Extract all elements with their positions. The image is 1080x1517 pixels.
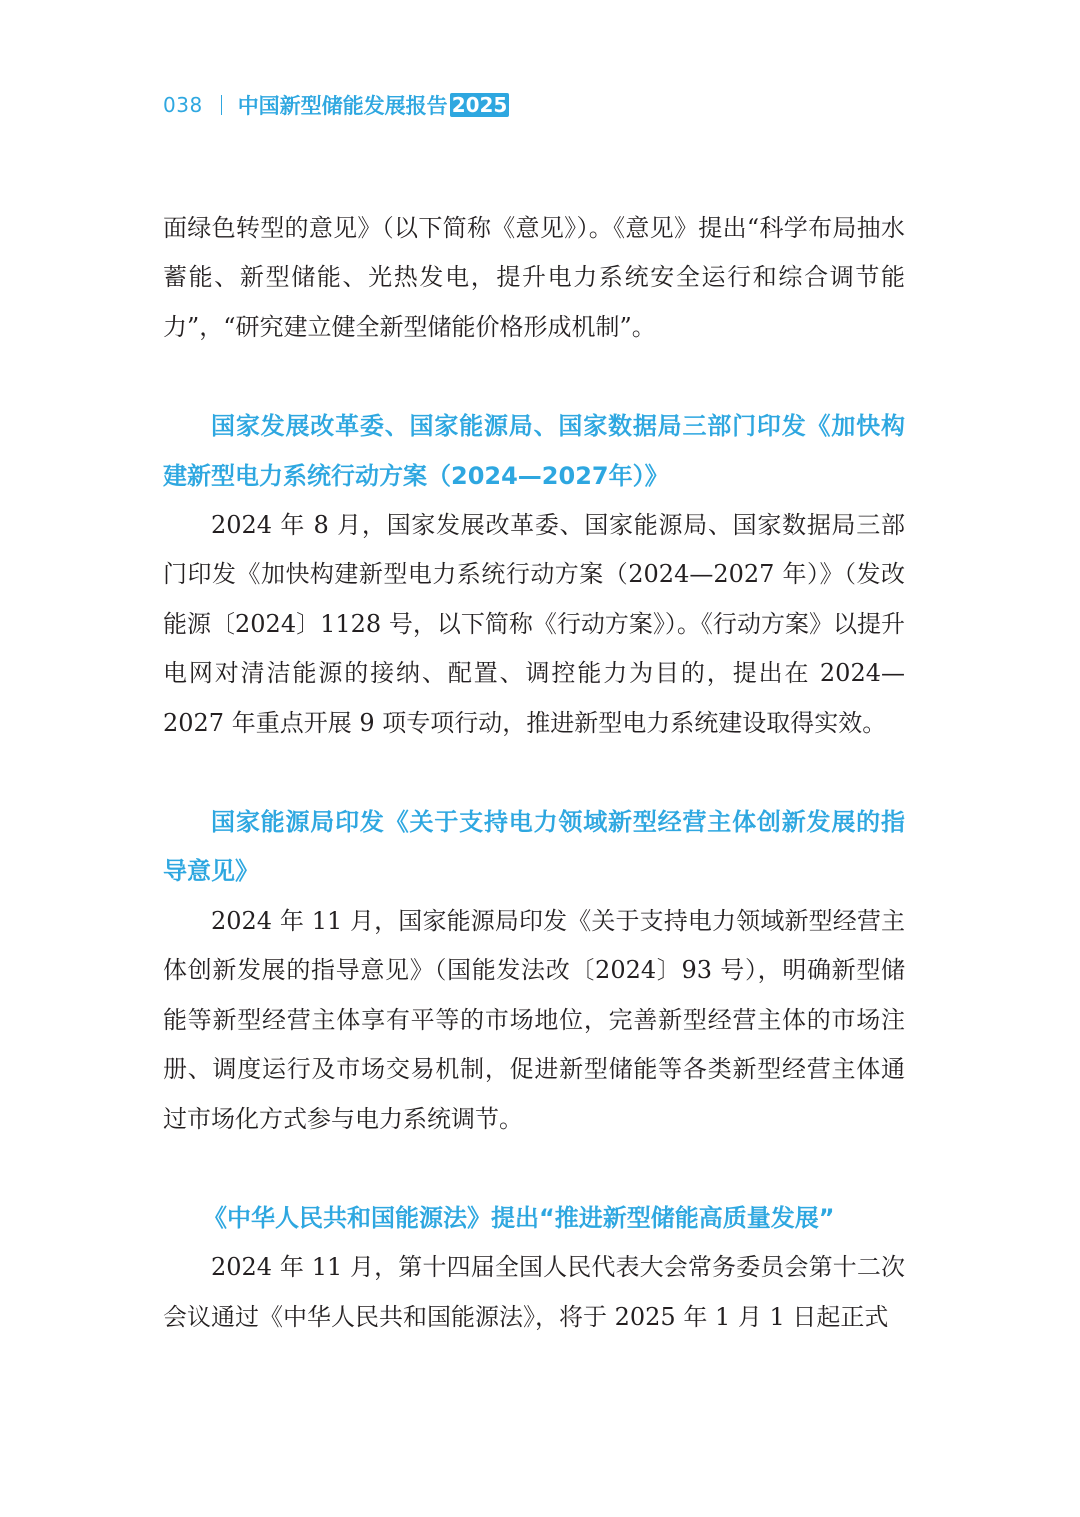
- paragraph-continued: 面绿色转型的意见》（以下简称《意见》）。《意见》提出“科学布局抽水蓄能、新型储能、光热发电，提升电力系统安全运行和综合调节能力”，“研究建立健全新型储能价格形成机制”。: [163, 214, 905, 341]
- running-header: [163, 88, 509, 122]
- section-heading-guidance-opinion: 国家能源局印发《关于支持电力领域新型经营主体创新发展的指导意见》: [163, 808, 905, 886]
- report-year-badge: 2025: [451, 93, 508, 117]
- header-divider: [221, 95, 222, 115]
- section-heading-energy-law: 《中华人民共和国能源法》提出“推进新型储能高质量发展”: [203, 1203, 835, 1232]
- page-number: 038: [163, 93, 203, 117]
- section-heading-action-plan: 国家发展改革委、国家能源局、国家数据局三部门印发《加快构建新型电力系统行动方案（2024—2027年）》: [163, 412, 905, 490]
- report-title: 中国新型储能发展报告: [237, 94, 448, 118]
- paragraph-action-plan: 2024 年 8 月，国家发展改革委、国家能源局、国家数据局三部门印发《加快构建新型电力系统行动方案（2024—2027 年）》（发改能源〔2024〕1128 号，以下简称《行动方案》）。《行动方案》以提升电网对清洁能源的接纳、配置、调控能力为目的，提出在 2024—2027 年重点开展 9 项专项行动，推进新型电力系统建设取得实效。: [163, 511, 905, 737]
- paragraph-energy-law: 2024 年 11 月，第十四届全国人民代表大会常务委员会第十二次会议通过《中华人民共和国能源法》，将于 2025 年 1 月 1 日起正式: [163, 1253, 905, 1331]
- paragraph-guidance-opinion: 2024 年 11 月，国家能源局印发《关于支持电力领域新型经营主体创新发展的指导意见》（国能发法改〔2024〕93 号），明确新型储能等新型经营主体享有平等的市场地位，完善新型经营主体的市场注册、调度运行及市场交易机制，促进新型储能等各类新型经营主体通过市场化方式参与电力系统调节。: [163, 906, 905, 1133]
- page-body: [163, 204, 905, 1342]
